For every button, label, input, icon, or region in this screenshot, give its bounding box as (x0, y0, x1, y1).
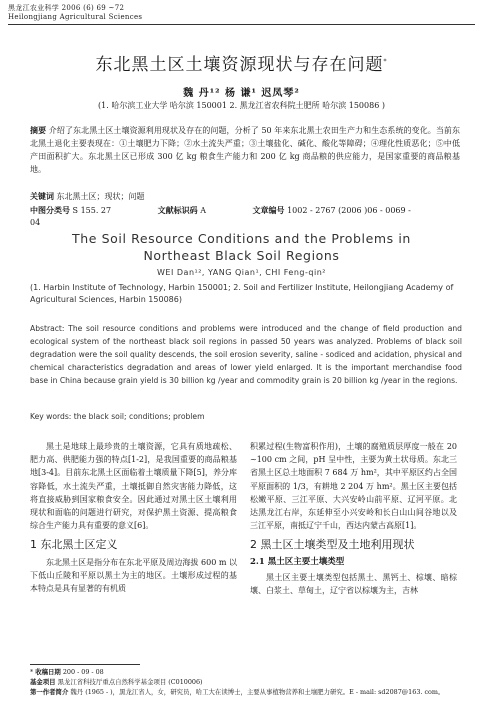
authors-cn: 魏 丹¹² 杨 谦¹ 迟凤琴² (183, 88, 300, 99)
journal-name-en: Heilongjiang Agricultural Sciences (8, 13, 143, 21)
footnote-received: * 收稿日期 200 - 09 - 08 (30, 668, 104, 676)
journal-header (8, 4, 142, 22)
body-paragraph: 黑土是地球上最珍贵的土壤资源，它具有质地疏松、肥力高、供肥能力强的特点[1-2]，是我国重要的商品粮基地[3-4]。目前东北黑土区面临着土壤质量下降[5]，养分库容降低，水土流失严重，土壤抵御自然灾害能力降低，这将直接威胁到国家粮食安全。因此通过对黑土区土壤利用现状和面临的问题进行研究，对保护黑土资源、提高粮食综合生产能力具有重要的意义[6]。 (30, 442, 237, 531)
keywords-cn (30, 190, 460, 203)
fund-label: 基金项目 (30, 678, 56, 686)
header-rule (8, 24, 475, 25)
section-heading: 2 黑土区土壤类型及土地利用现状 (250, 538, 415, 552)
keywords-en: Key words: the black soil; conditions; problem (30, 412, 205, 421)
title-cn (0, 50, 483, 75)
body-left-column (30, 440, 237, 595)
body-paragraph: 积累过程(生物富积作用)，土壤的腐殖质层厚度一般在 20 ~100 cm 之间，pH 呈中性，主要为黄土状母质。东北三省黑土区总土地面积 7 684 万 hm²，其中平原区约占全国平原面积的 1/3，有耕地 2 204 万 hm²。黑土区主要包括松嫩平原、三江平原、大兴安岭山前平原、辽河平原。北达黑龙江右岸，东延伸至小兴安岭和长白山山间谷地以及三江平原，南抵辽宁千山，西达内蒙古高原[1]。 (250, 442, 457, 531)
subsection-heading: 2.1 黑土区主要土壤类型 (250, 556, 345, 567)
footnote (30, 667, 470, 697)
body-paragraph: 东北黑土区是指分布在东北平原及周边海拔 600 m 以下低山丘陵和平原以黑土为主的地区。土壤形成过程的基本特点是具有显著的有机质 (30, 557, 237, 594)
article-id-value: 1002 - 2767 (2006 )06 - 0069 - 04 (30, 206, 411, 227)
footnote-rule (30, 664, 140, 665)
article-id-label: 文章编号 (252, 205, 285, 215)
body-right-column (250, 440, 457, 597)
abstract-cn-text: 介绍了东北黑土区土壤资源利用现状及存在的问题，分析了 50 年来东北黑土农田生产力和生态系统的变化。当前东北黑土退化主要表现在：①土壤肥力下降；②水土流失严重；③土壤盐化、碱化、酸化等障碍；④理化性质恶化；⑤中低产田面积扩大。东北黑土区已形成 300 亿 kg 粮食生产能力和 200 亿 kg 商品粮的供应能力，是国家重要的商品粮基地。 (30, 126, 461, 174)
classification-row (30, 204, 460, 229)
keywords-cn-text: 东北黑土区；现状；问题 (56, 192, 145, 201)
author-bio-text: 魏丹 (1965 - )，黑龙江省人，女，研究员，哈工大在读博士，主要从事植物营养和土壤肥力研究。E - mail: sd2087@163. com。 (70, 688, 445, 696)
abstract-cn (30, 124, 460, 176)
author-bio-label: 第一作者简介 (30, 688, 69, 696)
fund-text: 黑龙江省科技厅重点自然科学基金项目 (C010006) (57, 678, 203, 686)
clc-value: S 155. 27 (72, 206, 112, 215)
clc-label: 中图分类号 (30, 205, 70, 215)
title-cn-text: 东北黑土区土壤资源现状与存在问题 (95, 55, 384, 75)
title-en: The Soil Resource Conditions and the Problems in Northeast Black Soil Regions (72, 231, 411, 263)
footnote-author (30, 687, 470, 697)
doc-code (158, 206, 228, 215)
doc-code-value: A (200, 206, 206, 215)
affiliation-en: (1. Harbin Institute of Technology, Harbin 150001; 2. Soil and Fertilizer Institute, Heilongjiang Academy of Agricultural Sciences, Harbin 150086) (30, 283, 454, 304)
body-paragraph: 黑土区主要土壤类型包括黑土、黑钙土、棕壤、暗棕壤、白浆土、草甸土，辽宁省以棕壤为主，吉林 (250, 572, 457, 596)
doc-code-label: 文献标识码 (157, 205, 198, 215)
authors-en: WEI Dan¹², YANG Qian¹, CHI Feng-qin² (157, 268, 326, 277)
journal-name-cn: 黑龙江农业科学 2006 (6) 69 ~72 (8, 4, 125, 12)
received-label: 收稿日期 (35, 668, 61, 676)
received-date: 200 - 09 - 08 (62, 668, 104, 676)
keywords-cn-label: 关键词 (30, 191, 54, 201)
clc (30, 206, 133, 215)
footnote-fund (30, 677, 470, 687)
affiliation-cn: (1. 哈尔滨工业大学 哈尔滨 150001 2. 黑龙江省农科院土肥所 哈尔滨 150086 ) (98, 101, 385, 110)
abstract-en: Abstract: The soil resource conditions and problems were introduced and the change of field production and ecological system of the northeast black soil regions in passed 50 years was analyzed. Problems of black soil degradation were the soil quality descends, the soil erosion severity, saline - sodiced and acidation, physical and chemical characteristics degradation and areas of lower yield enlarged. It is the important merchandise food base in China because grain yield is 30 billion kg /year and commodity grain is 20 billion kg /year in the regions. (30, 324, 462, 385)
abstract-cn-label: 摘要 (30, 125, 47, 135)
title-footnote-mark: * (383, 58, 388, 66)
section-heading: 1 东北黑土区定义 (30, 538, 118, 552)
